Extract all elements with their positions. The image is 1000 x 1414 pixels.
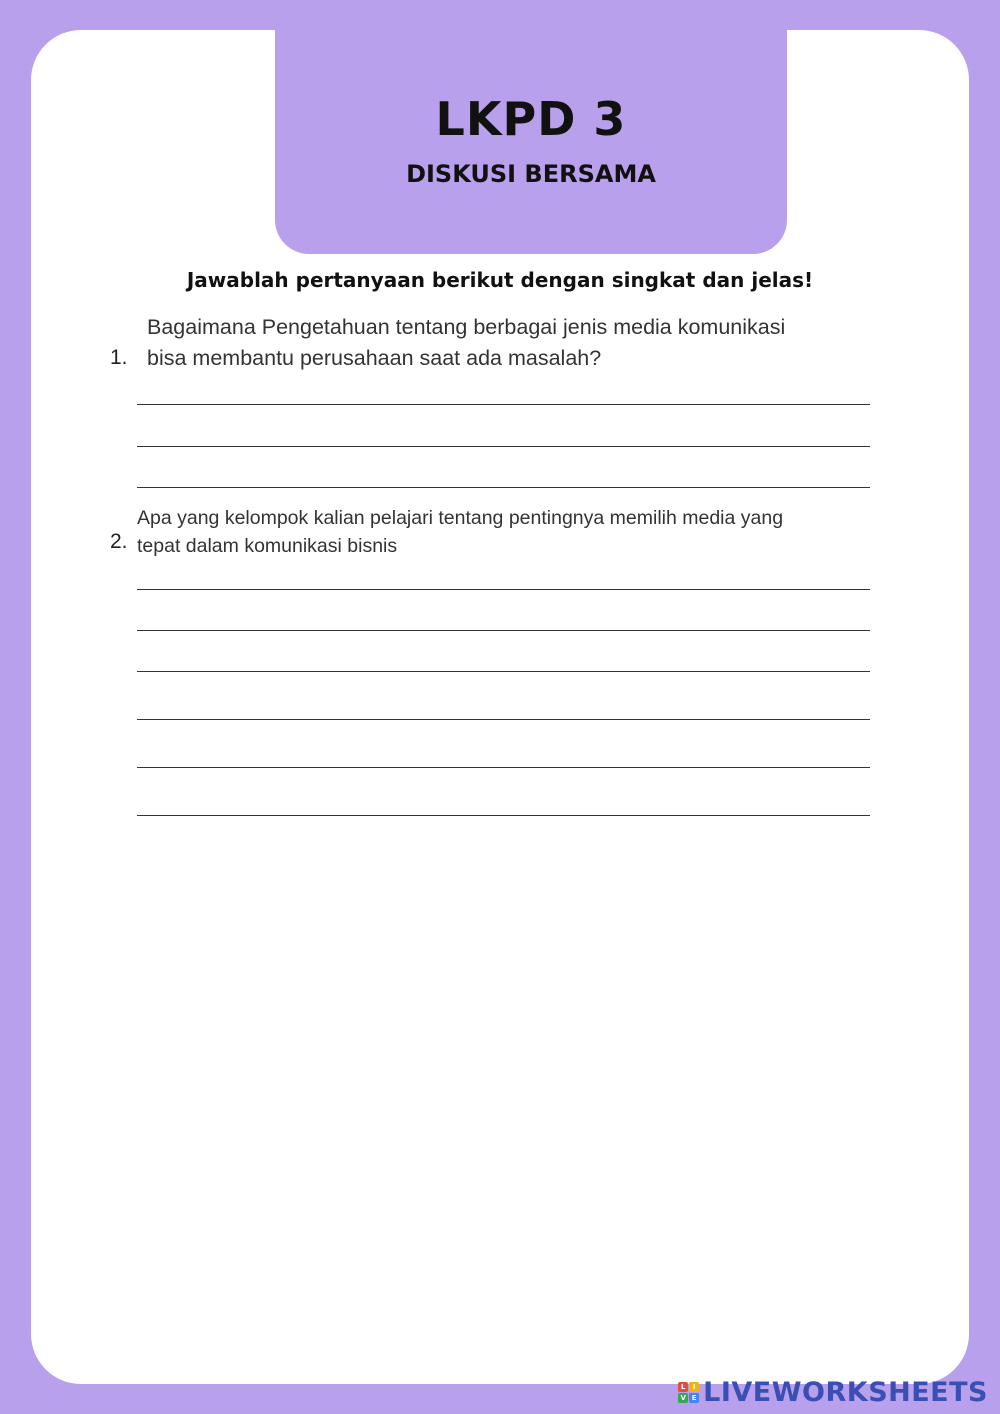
page-subtitle: DISKUSI BERSAMA	[406, 160, 656, 188]
answer-1-line-1[interactable]	[137, 404, 870, 405]
instruction-text: Jawablah pertanyaan berikut dengan singkat dan jelas!	[186, 268, 814, 292]
liveworksheets-icon	[678, 1382, 699, 1403]
answer-1-line-2[interactable]	[137, 446, 870, 447]
question-1-line-2: bisa membantu perusahaan saat ada masalah?	[147, 346, 602, 370]
liveworksheets-wordmark: LIVEWORKSHEETS	[703, 1377, 988, 1408]
logo-tile-e: E	[689, 1393, 699, 1403]
answer-2-line-5[interactable]	[137, 767, 870, 768]
question-1-line-1: Bagaimana Pengetahuan tentang berbagai jenis media komunikasi	[147, 315, 786, 339]
answer-1-line-3[interactable]	[137, 487, 870, 488]
worksheet-page	[31, 30, 969, 1384]
page-title: LKPD 3	[435, 92, 627, 146]
question-2-line-1: Apa yang kelompok kalian pelajari tentang pentingnya memilih media yang	[137, 507, 784, 529]
answer-2-line-3[interactable]	[137, 671, 870, 672]
header-tab	[275, 30, 787, 254]
answer-2-line-4[interactable]	[137, 719, 870, 720]
logo-tile-v: V	[678, 1393, 688, 1403]
answer-2-line-2[interactable]	[137, 630, 870, 631]
liveworksheets-logo	[678, 1377, 988, 1408]
logo-tile-l: L	[678, 1382, 688, 1392]
answer-2-line-6[interactable]	[137, 815, 870, 816]
answer-2-line-1[interactable]	[137, 589, 870, 590]
question-2-line-2: tepat dalam komunikasi bisnis	[137, 535, 398, 557]
logo-tile-i: I	[689, 1382, 699, 1392]
question-1-number: 1.	[110, 346, 128, 369]
question-2-number: 2.	[110, 530, 128, 553]
